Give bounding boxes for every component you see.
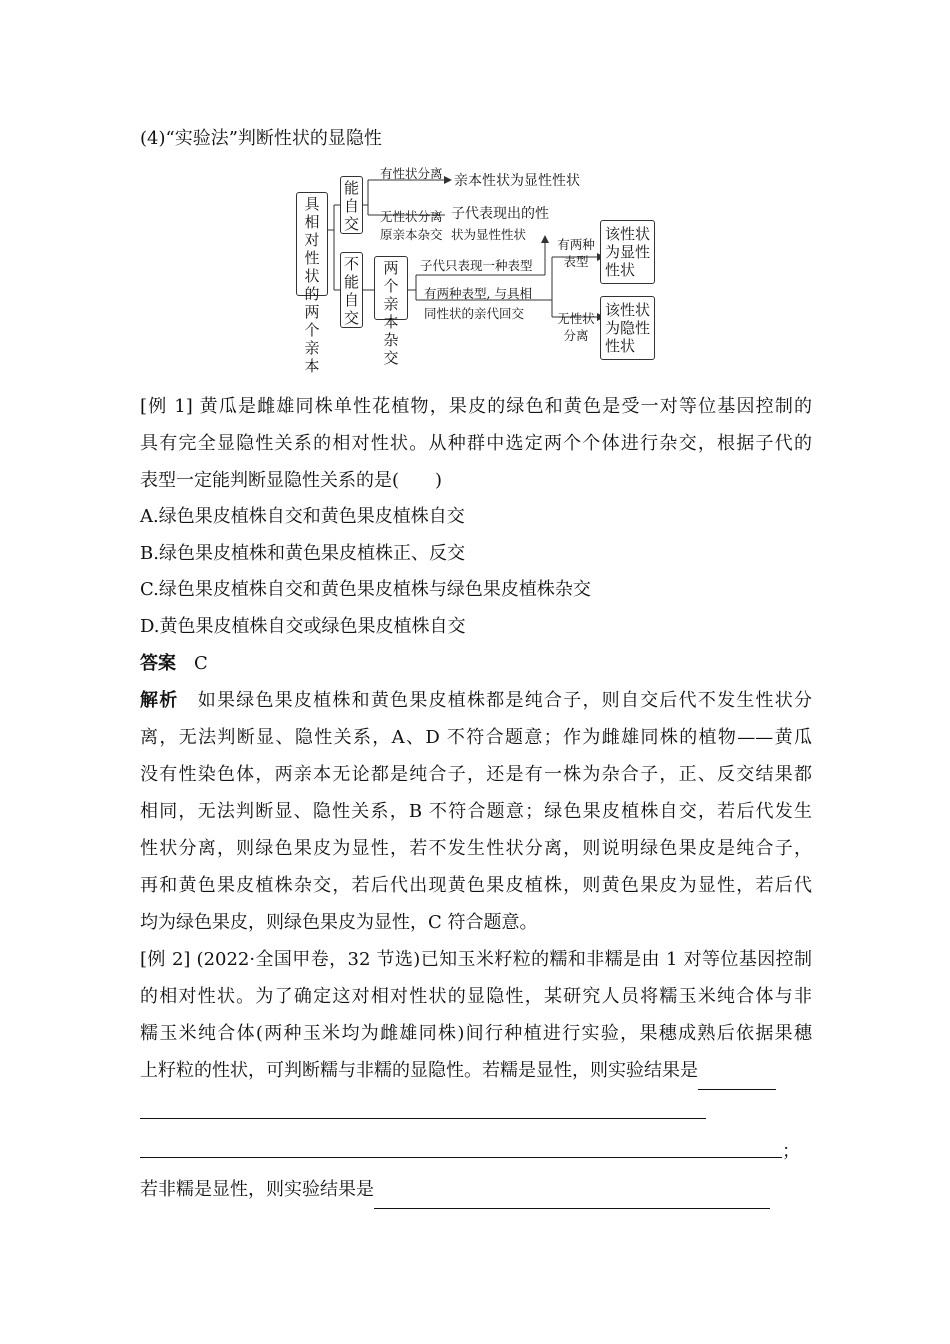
example1-answer xyxy=(140,646,812,683)
no-self-cross-label: 不能自交 xyxy=(344,255,360,327)
example1-analysis-line-6: 再和黄色果皮植株杂交，若后代出现黄色果皮植株，则黄色果皮为显性，若后代 xyxy=(140,875,812,896)
analysis-label: 解析 xyxy=(140,690,179,711)
dominant-result-label: 该性状为显性性状 xyxy=(605,225,651,279)
example1-stem-line-1 xyxy=(140,389,812,426)
example2-last-line xyxy=(140,1172,812,1209)
example1-analysis-line-2: 离，无法判断显、隐性关系，A、D 不符合题意；作为雌雄同株的植物——黄瓜 xyxy=(140,727,812,748)
answer-blank-1[interactable] xyxy=(698,1063,776,1090)
answer-value: C xyxy=(194,653,208,674)
no-separation-2-text: 无性状分离 xyxy=(557,311,595,343)
has-two-types-text: 有两种表型 xyxy=(557,237,595,269)
offspring-trait-label-a: 子代表现出的性 xyxy=(451,206,549,222)
example1-option-d: D.黄色果皮植株自交或绿色果皮植株自交 xyxy=(140,616,466,637)
no-self-cross-box xyxy=(340,252,363,328)
semicolon: ； xyxy=(782,1141,800,1162)
example2-stem-text-4: 上籽粒的性状，可判断糯与非糯的显隐性。若糯是显性，则实验结果是 xyxy=(140,1060,698,1081)
root-parents-label: 具相对性状的两个亲本 xyxy=(304,195,320,375)
cross-two-parents-box xyxy=(374,256,408,367)
two-types-label-b: 同性状的亲代回交 xyxy=(424,306,525,321)
example1-analysis-line-7: 均为绿色果皮，则绿色果皮为显性，C 符合题意。 xyxy=(140,912,538,933)
example1-label: [例 1] xyxy=(140,396,193,417)
offspring-trait-label-b: 原亲本杂交 xyxy=(380,227,443,242)
answer-blank-2[interactable] xyxy=(140,1118,706,1119)
example2-stem-line-2: 的相对性状。为了确定这对相对性状的显隐性，某研究人员将糯玉米纯合体与非 xyxy=(140,986,812,1007)
example2-last-text: 若非糯是显性，则实验结果是 xyxy=(140,1179,374,1200)
example2-stem-text-1: (2022·全国甲卷，32 节选)已知玉米籽粒的糯和非糯是由 1 对等位基因控制 xyxy=(196,949,812,970)
self-cross-label: 能自交 xyxy=(344,179,360,233)
example1-analysis-line-3: 没有性染色体，两亲本无论都是纯合子，还是有一株为杂合子，正、反交结果都 xyxy=(140,764,812,785)
example1-analysis-line-1 xyxy=(140,683,812,720)
example1-option-c: C.绿色果皮植株自交和黄色果皮植株与绿色果皮植株杂交 xyxy=(140,579,591,600)
example1-stem-line-2: 具有完全显隐性关系的相对性状。从种群中选定两个个体进行杂交，根据子代的 xyxy=(140,433,812,454)
example2-stem-line-4 xyxy=(140,1053,812,1090)
cross-two-parents-label: 两个亲本杂交 xyxy=(383,259,399,367)
self-cross-box xyxy=(340,176,363,234)
separation-label: 有性状分离 xyxy=(380,166,443,181)
example1-stem-text-1: 黄瓜是雌雄同株单性花植物，果皮的绿色和黄色是受一对等位基因控制的 xyxy=(199,396,813,417)
two-types-label-a: 有两种表型, 与具相 xyxy=(424,286,532,301)
root-parents-box xyxy=(296,192,328,375)
recessive-result-label: 该性状为隐性性状 xyxy=(605,301,651,355)
parent-dominant-label: 亲本性状为显性性状 xyxy=(454,173,580,189)
answer-blank-3[interactable] xyxy=(140,1157,782,1158)
no-separation-label: 无性状分离 xyxy=(380,209,443,224)
offspring-trait-label-c: 状为显性性状 xyxy=(451,227,527,242)
experiment-method-diagram xyxy=(290,160,670,375)
one-type-label: 子代只表现一种表型 xyxy=(420,258,533,273)
example1-option-a: A.绿色果皮植株自交和黄色果皮植株自交 xyxy=(140,506,465,527)
example1-stem-line-3: 表型一定能判断显隐性关系的是( ) xyxy=(140,470,443,491)
example1-option-b: B.绿色果皮植株和黄色果皮植株正、反交 xyxy=(140,543,465,564)
recessive-result-box xyxy=(600,296,655,360)
example2-stem-line-3: 糯玉米纯合体(两种玉米均为雌雄同株)间行种植进行实验，果穗成熟后依据果穗 xyxy=(140,1023,812,1044)
has-two-types-label xyxy=(555,236,597,270)
example2-label: [例 2] xyxy=(140,949,191,970)
answer-label: 答案 xyxy=(140,653,176,674)
example1-analysis-line-5: 性状分离，则绿色果皮为显性，若不发生性状分离，则说明绿色果皮是纯合子， xyxy=(140,838,812,859)
answer-blank-4[interactable] xyxy=(374,1182,770,1209)
no-separation-2-label xyxy=(556,310,596,344)
section-title: (4)“实验法”判断性状的显隐性 xyxy=(140,128,382,149)
dominant-result-box xyxy=(600,220,655,284)
example2-stem-line-1 xyxy=(140,942,812,979)
analysis-text-1: 如果绿色果皮植株和黄色果皮植株都是纯合子，则自交后代不发生性状分 xyxy=(197,690,813,711)
example1-analysis-line-4: 相同，无法判断显、隐性关系，B 不符合题意；绿色果皮植株自交，若后代发生 xyxy=(140,801,812,822)
